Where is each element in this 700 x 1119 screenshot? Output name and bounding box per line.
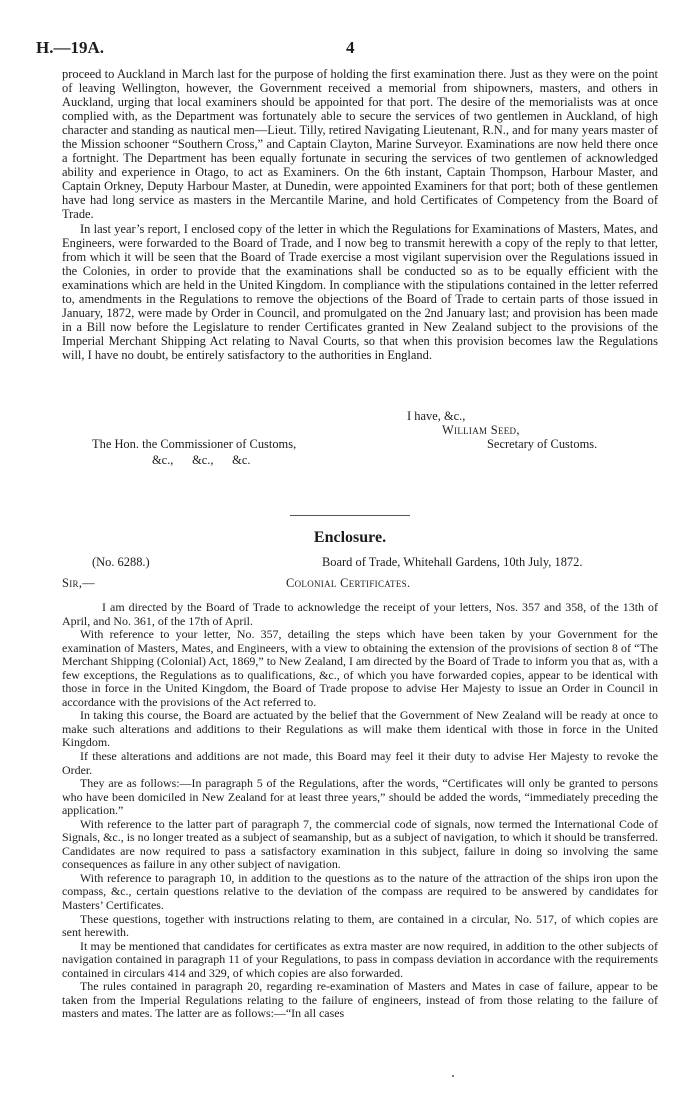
section-divider: [290, 515, 410, 516]
signatory-title: Secretary of Customs.: [487, 437, 598, 451]
addressee-etc: &c., &c., &c.: [152, 453, 251, 467]
letter-body: [62, 67, 658, 362]
enclosure-paragraph: With reference to your letter, No. 357, detailing the steps which have been taken by your Government for the examination of Masters, Mates, and Engineers, with a view to obtaining the extension of the provisions of section 8 of “The Merchant Shipping (Colonial) Act, 1869,” to New Zealand, I am directed by the Board of Trade to inform you that as, with a few exceptions, the Regulations as to qualifications, &c., of which you have forwarded copies, appear to be identical with those in force in the United Kingdom, the Board of Trade propose to advise Her Majesty to issue an Order in Council in accordance with the provisions of the Act referred to.: [62, 627, 658, 709]
enclosure-paragraph: If these alterations and additions are not made, this Board may feel it their duty to advise Her Majesty to revoke the Order.: [62, 749, 658, 777]
letter-paragraph: In last year’s report, I enclosed copy of the letter in which the Regulations for Examinations of Masters, Mates, and Engineers, were forwarded to the Board of Trade, and I now beg to transmit herewith a copy of the reply to that letter, from which it will be seen that the Board of Trade exercise a most vigilant supervision over the Regulations issued in the Colonies, in order to provide that the examinations shall be conducted so as to be equally efficient with the examinations which are held in the United Kingdom. In compliance with the stipulations contained in the letter referred to, amendments in the Regulations to remove the objections of the Board of Trade to certain parts of those issued in January, 1872, were made by Order in Council, and promulgated on the 2nd January last; and provision has been made in a Bill now before the Legislature to render Certificates granted in New Zealand subject to the provisions of the Imperial Merchant Shipping Act relating to Naval Courts, so that when this provision becomes law the Regulations will, I have no doubt, be entirely satisfactory to the authorities in England.: [62, 221, 658, 362]
enclosure-paragraph: With reference to the latter part of paragraph 7, the commercial code of signals, now termed the International Code of Signals, &c., is no longer treated as a subject of seamanship, but as a subject of navigation, to which it should be transferred. Candidates are now required to pass a satisfactory examination in this subject, failure in doing so involving the same consequences as failure in any other subject of navigation.: [62, 816, 658, 872]
enclosure-paragraph: The rules contained in paragraph 20, regarding re-examination of Masters and Mates in case of failure, appear to be taken from the Imperial Regulations relating to the failure of engineers, instead of from those relating to the failure of masters and mates. The latter are as follows:—“In all cases: [62, 979, 658, 1021]
print-mark: [452, 1075, 454, 1077]
enclosure-paragraph: In taking this course, the Board are actuated by the belief that the Government of New Zealand will be ready at once to make such alterations and additions to their Regulations as will make them identical with those in force in the United Kingdom.: [62, 708, 658, 750]
enclosure-title: Enclosure.: [313, 529, 387, 546]
enclosure-paragraph: I am directed by the Board of Trade to acknowledge the receipt of your letters, Nos. 357 and 358, of the 13th of April, and No. 361, of the 17th of April.: [62, 600, 658, 628]
enclosure-salutation: Sir,—: [62, 576, 95, 590]
enclosure-paragraph: It may be mentioned that candidates for certificates as extra master are now required, in addition to the other subjects of navigation contained in paragraph 11 of your Regulations, to pass in compass deviation in accordance with the requirements contained in circulars 414 and 329, of which copies are also forwarded.: [62, 938, 658, 980]
enclosure-body: [62, 601, 658, 1021]
page-number: 4: [346, 38, 355, 57]
enclosure-paragraph: With reference to paragraph 10, in addition to the questions as to the nature of the attraction of the ships iron upon the compass, &c., certain questions relative to the deviation of the compass are required to be answered by candidates for Masters’ Certificates.: [62, 870, 658, 913]
enclosure-number: (No. 6288.): [92, 555, 150, 569]
addressee: The Hon. the Commissioner of Customs,: [92, 437, 297, 451]
signatory-name: William Seed,: [442, 423, 520, 437]
enclosure-subject: Colonial Certificates.: [286, 576, 411, 590]
document-reference: H.—19A.: [36, 38, 104, 57]
enclosure-paragraph: These questions, together with instructions relating to them, are contained in a circular, No. 517, of which copies are sent herewith.: [62, 911, 658, 940]
enclosure-sender-date: Board of Trade, Whitehall Gardens, 10th July, 1872.: [322, 555, 583, 569]
letter-closing: I have, &c.,: [407, 409, 466, 423]
enclosure-paragraph: They are as follows:—In paragraph 5 of the Regulations, after the words, “Certificates will only be granted to persons who have been domiciled in New Zealand for at least three years,” should be added the words, “immediately preceding the application.”: [62, 776, 658, 818]
enclosure-meta: [62, 555, 658, 595]
letter-signature-block: [62, 409, 658, 501]
page-header: [36, 38, 666, 60]
letter-paragraph: proceed to Auckland in March last for the purpose of holding the first examination there. Just as they were on the point of leaving Wellington, however, the Government received a memorial from shipowners, masters, and others in Auckland, urging that local examiners should be appointed for that port. The desire of the memorialists was at once complied with, as the Department was fortunately able to secure the services of two gentlemen in Auckland, of high character and standing as nautical men—Lieut. Tilly, retired Navigating Lieutenant, R.N., and for many years master of the Mission schooner “Southern Cross,” and Captain Clayton, Marine Surveyor. Examinations are now held there once a fortnight. The Department has been equally fortunate in securing the services of two gentlemen of acknowledged ability and experience in Otago, to act as Examiners. On the 6th instant, Captain Thompson, Harbour Master, and Captain Orkney, Deputy Harbour Master, at Dunedin, were appointed Examiners for that port; both of these gentlemen have had long service as masters in the Mercantile Marine, and hold Certificates of Competency from the Board of Trade.: [62, 67, 658, 222]
